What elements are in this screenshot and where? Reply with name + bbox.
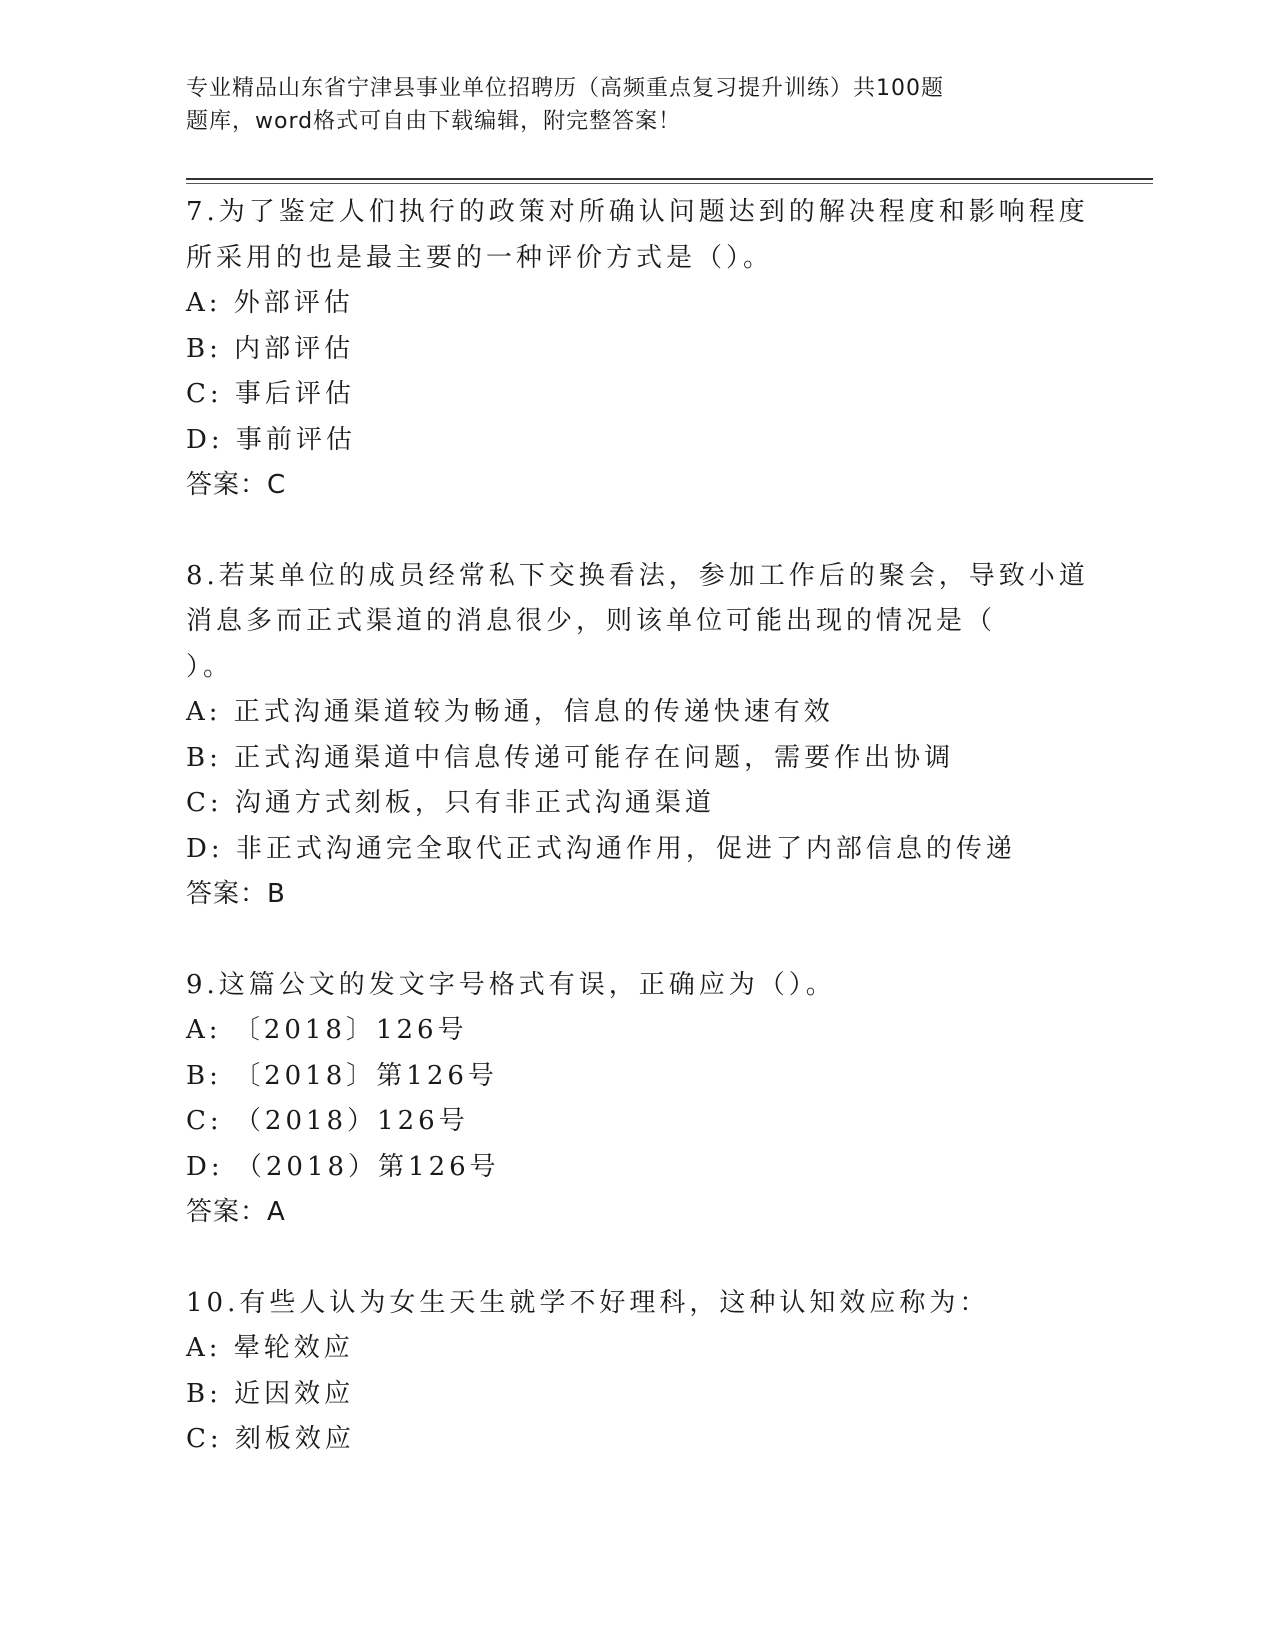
option-a: A: 正式沟通渠道较为畅通，信息的传递快速有效 [186, 697, 834, 727]
question-9 [186, 963, 1086, 1236]
document-header [186, 72, 1046, 138]
answer: 答案：C [186, 470, 287, 500]
option-d: D: 事前评估 [186, 424, 356, 455]
option-d: D: 非正式沟通完全取代正式沟通作用，促进了内部信息的传递 [186, 833, 1016, 864]
answer: 答案：A [186, 1197, 286, 1227]
option-c: C: 刻板效应 [186, 1424, 355, 1454]
question-stem-line: 8.若某单位的成员经常私下交换看法，参加工作后的聚会，导致小道 [186, 560, 1089, 591]
option-d: D: （2018）第126号 [186, 1151, 500, 1182]
question-stem-line: 所采用的也是最主要的一种评价方式是（）。 [186, 242, 774, 273]
option-b: B: 〔2018〕第126号 [186, 1060, 498, 1091]
option-a: A: 外部评估 [186, 288, 354, 318]
option-a: A: 〔2018〕126号 [186, 1015, 468, 1045]
option-a: A: 晕轮效应 [186, 1333, 354, 1363]
question-stem-line: ）。 [186, 651, 234, 682]
option-c: C: 沟通方式刻板，只有非正式沟通渠道 [186, 788, 715, 818]
option-b: B: 内部评估 [186, 333, 355, 364]
question-stem-line: 消息多而正式渠道的消息很少，则该单位可能出现的情况是（ [186, 606, 997, 636]
header-line-1: 专业精品山东省宁津县事业单位招聘历（高频重点复习提升训练）共100题 [186, 76, 944, 101]
option-c: C: 事后评估 [186, 379, 355, 409]
question-7 [186, 190, 1089, 509]
header-line-2: 题库，word格式可自由下载编辑，附完整答案！ [186, 109, 682, 134]
option-c: C: （2018）126号 [186, 1106, 469, 1136]
question-stem-line: 10.有些人认为女生天生就学不好理科，这种认知效应称为： [186, 1287, 990, 1318]
question-stem-line: 9.这篇公文的发文字号格式有误，正确应为（）。 [186, 969, 836, 1000]
question-8 [186, 554, 1089, 918]
answer: 答案：B [186, 879, 286, 909]
option-b: B: 近因效应 [186, 1378, 355, 1409]
question-list [186, 190, 1089, 1508]
option-b: B: 正式沟通渠道中信息传递可能存在问题，需要作出协调 [186, 742, 955, 773]
question-stem-line: 7.为了鉴定人们执行的政策对所确认问题达到的解决程度和影响程度 [186, 197, 1089, 227]
header-divider-thick [186, 178, 1153, 180]
question-10 [186, 1281, 1086, 1463]
header-divider-thin [186, 183, 1153, 184]
